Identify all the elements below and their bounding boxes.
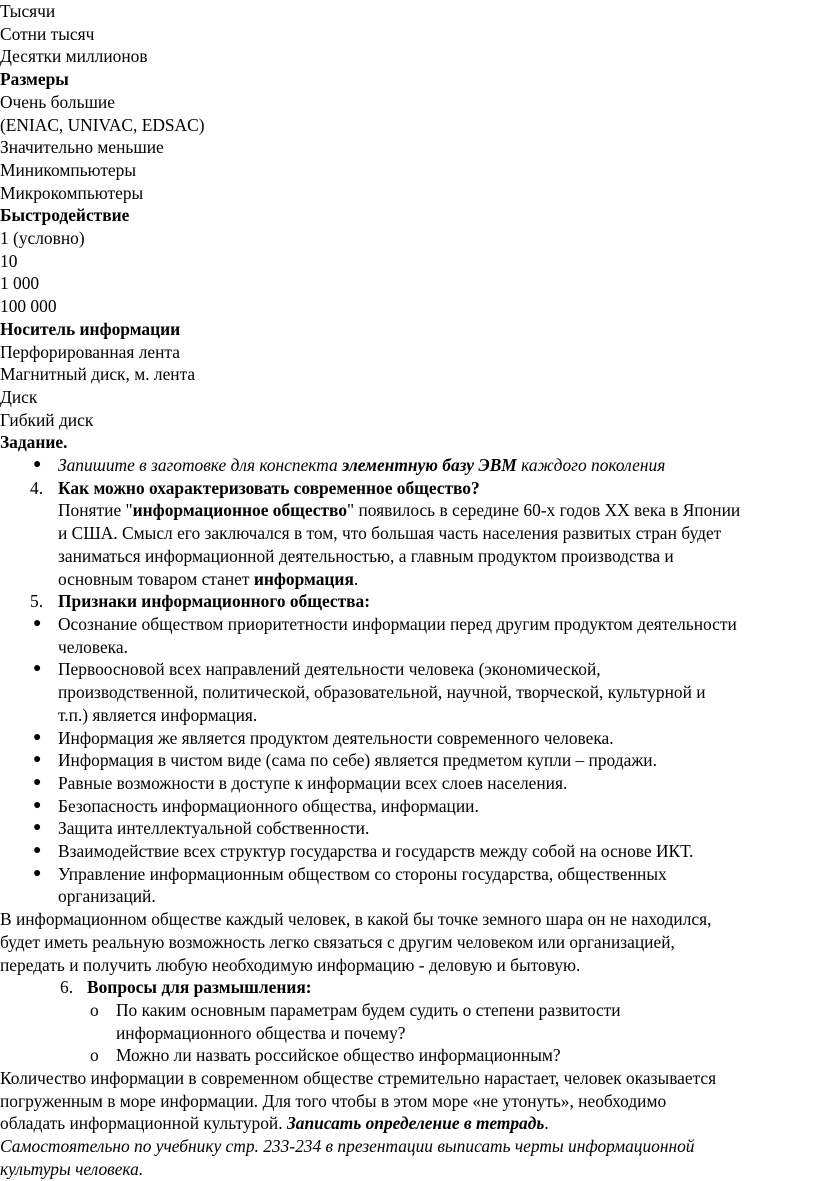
table-line: 1 (условно): [0, 228, 85, 249]
question-4: [0, 477, 816, 591]
table-line: Миникомпьютеры: [0, 159, 137, 180]
table-line: Значительно меньшие: [0, 137, 164, 158]
question-5: [0, 590, 816, 613]
table-line: 10: [0, 250, 18, 271]
feature-text: Равные возможности в доступе к информации всех слоев населения.: [58, 772, 568, 793]
table-line: Очень большие: [0, 91, 115, 112]
circle-marker: o: [90, 999, 99, 1020]
question-4-text: Понятие "информационное общество" появилось в середине 60-х годов XX века в Японии: [58, 500, 741, 521]
task-heading: Задание.: [0, 432, 68, 453]
feature-text: организаций.: [58, 886, 156, 907]
section-heading-speed: Быстродействие: [0, 205, 130, 226]
bullet-marker: ●: [33, 865, 42, 881]
feature-text: человека.: [58, 636, 128, 657]
final-line: Количество информации в современном обществе стремительно нарастает, человек оказывается: [0, 1068, 717, 1089]
feature-text: т.п.) является информация.: [58, 704, 258, 725]
table-line: Магнитный диск, м. лента: [0, 364, 196, 385]
question-6: [0, 976, 816, 999]
section-heading-size: Размеры: [0, 69, 69, 90]
reflection-item: o Можно ли назвать российское общество информационным?: [90, 1045, 561, 1066]
question-4-text: и США. Смысл его заключался в том, что большая часть населения развитых стран будет: [58, 523, 722, 544]
summary-line: будет иметь реальную возможность легко связаться с другим человеком или организацией,: [0, 931, 675, 952]
bullet-marker: ●: [33, 797, 42, 813]
table-line: Микрокомпьютеры: [0, 182, 144, 203]
summary-line: В информационном обществе каждый человек, в какой бы точке земного шара он не находился,: [0, 909, 712, 930]
final-line: культуры человека.: [0, 1158, 144, 1179]
question-4-title: Как можно охарактеризовать современное общество?: [58, 477, 480, 498]
question-4-text: основным товаром станет информация.: [58, 568, 359, 589]
question-5-title: Признаки информационного общества:: [58, 591, 371, 612]
final-line: погруженным в море информации. Для того чтобы в этом море «не утонуть», необходимо: [0, 1090, 667, 1111]
table-line: Десятки миллионов: [0, 46, 148, 67]
task-bullet: ● Запишите в заготовке для конспекта элементную базу ЭВМ каждого поколения: [33, 455, 666, 476]
feature-item: [0, 727, 816, 750]
bullet-marker: ●: [33, 661, 42, 677]
feature-text: Взаимодействие всех структур государства и государств между собой на основе ИКТ.: [58, 841, 694, 862]
table-line: Гибкий диск: [0, 409, 94, 430]
feature-text: Осознание обществом приоритетности информации перед другим продуктом деятельности: [58, 613, 737, 634]
feature-text: Безопасность информационного общества, информации.: [58, 795, 479, 816]
table-line: Диск: [0, 386, 38, 407]
feature-text: Первоосновой всех направлений деятельности человека (экономической,: [58, 659, 601, 680]
section-heading-media: Носитель информации: [0, 318, 181, 339]
feature-item: [0, 749, 816, 772]
bullet-marker: ●: [33, 820, 42, 836]
bullet-marker: ●: [33, 457, 42, 473]
feature-item: [0, 840, 816, 863]
question-4-text: заниматься информационной деятельностью, а главным продуктом производства и: [58, 545, 674, 566]
circle-marker: o: [90, 1045, 99, 1066]
feature-text: производственной, политической, образовательной, научной, творческой, культурной и: [58, 682, 706, 703]
bullet-marker: ●: [33, 729, 42, 745]
feature-item: [0, 795, 816, 818]
feature-item: [0, 658, 816, 726]
list-number: 5.: [30, 591, 44, 612]
feature-item: [0, 772, 816, 795]
bullet-marker: ●: [33, 752, 42, 768]
bullet-marker: ●: [33, 615, 42, 631]
list-number: 6.: [60, 977, 74, 998]
features-list: [0, 613, 816, 908]
table-line: Перфорированная лента: [0, 341, 180, 362]
table-line: 1 000: [0, 273, 40, 294]
bullet-marker: ●: [33, 843, 42, 859]
feature-text: Информация же является продуктом деятельности современного человека.: [58, 727, 614, 748]
feature-text: Информация в чистом виде (сама по себе) является предметом купли – продажи.: [58, 750, 657, 771]
feature-text: Защита интеллектуальной собственности.: [58, 818, 370, 839]
bullet-marker: ●: [33, 774, 42, 790]
table-line: Тысячи: [0, 1, 56, 21]
table-line: Сотни тысяч: [0, 23, 95, 44]
summary-line: передать и получить любую необходимую информацию - деловую и бытовую.: [0, 954, 581, 975]
final-line: обладать информационной культурой. Записать определение в тетрадь.: [0, 1113, 549, 1134]
feature-item: [0, 613, 816, 658]
feature-text: Управление информационным обществом со стороны государства, общественных: [58, 863, 667, 884]
feature-item: [0, 817, 816, 840]
list-number: 4.: [30, 477, 44, 498]
final-line: Самостоятельно по учебнику стр. 233-234 в презентации выписать черты информационной: [0, 1136, 695, 1157]
question-6-title: Вопросы для размышления:: [87, 977, 312, 998]
table-line: (ENIAC, UNIVAC, EDSAC): [0, 114, 205, 135]
feature-item: [0, 863, 816, 908]
table-line: 100 000: [0, 296, 57, 317]
reflection-item: o По каким основным параметрам будем судить о степени развитости информационного общества и почему?: [90, 999, 621, 1043]
